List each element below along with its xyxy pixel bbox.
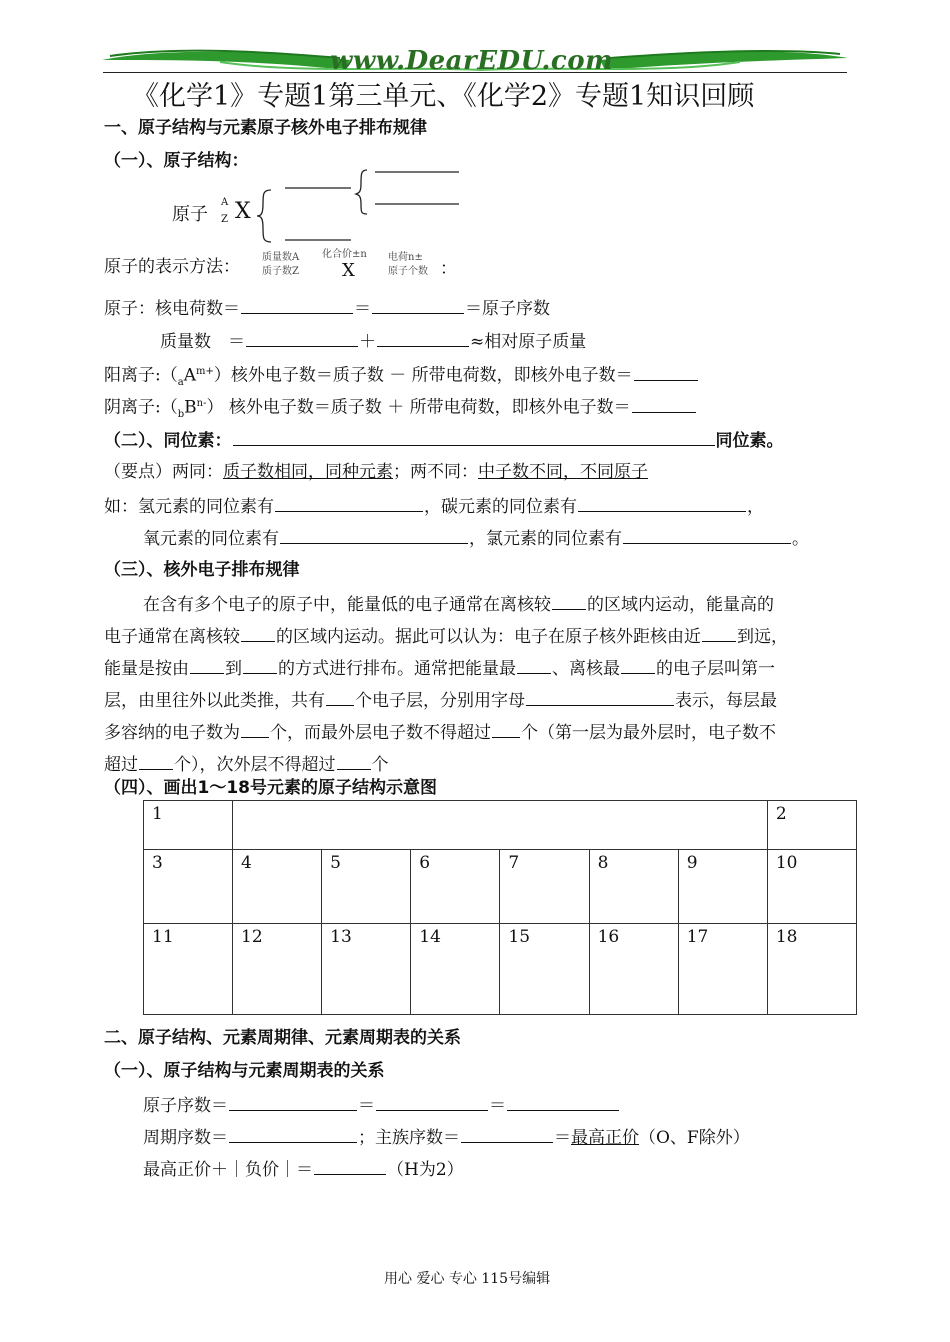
repr-valence-label: 化合价±n bbox=[322, 249, 367, 260]
grid-cell-8[interactable]: 8 bbox=[589, 850, 678, 924]
subheading-atom-diagrams: （四）、画出1～18号元素的原子结构示意图 bbox=[104, 778, 437, 798]
grid-cell-2[interactable]: 2 bbox=[767, 801, 856, 850]
line-cation: 阳离子$:(_aA^{m+})$核外电子数＝质子数 － 所带电荷数，即核外电子数＝ bbox=[104, 361, 699, 394]
atom-mass-number: A bbox=[221, 197, 229, 208]
grid-cell-4[interactable]: 4 bbox=[233, 850, 322, 924]
element-structure-grid bbox=[143, 800, 857, 1015]
grid-cell-15[interactable]: 15 bbox=[500, 924, 589, 1015]
paragraph-line1: 在含有多个电子的原子中，能量低的电子通常在离核较 的区域内运动，能量高的 bbox=[143, 592, 774, 616]
subheading-isotope: （二）、同位素： 同位素。 bbox=[104, 428, 784, 452]
repr-symbol: X bbox=[342, 260, 355, 281]
grid-cell-11[interactable]: 11 bbox=[144, 924, 233, 1015]
section1-heading: 一、原子结构与元素原子核外电子排布规律 bbox=[104, 118, 427, 138]
line-period-number: 周期序数＝ ；主族序数＝ ＝最高正价（O、F除外） bbox=[143, 1125, 750, 1149]
header-rule bbox=[103, 72, 847, 73]
line-nuclear-charge: 原子：核电荷数＝ ＝ ＝原子序数 bbox=[104, 296, 550, 320]
atom-label: 原子 bbox=[172, 204, 208, 225]
repr-count-label: 原子个数 bbox=[388, 266, 428, 277]
line-anion: 阴离子$:(_bB^{n-})$ 核外电子数＝质子数 ＋ 所带电荷数，即核外电子数＝ bbox=[104, 393, 697, 426]
line-mass-number: 质量数 ＝ ＋ ≈相对原子质量 bbox=[160, 329, 586, 353]
grid-cell-3[interactable]: 3 bbox=[144, 850, 233, 924]
isotope-key-points: （要点）两同：质子数相同，同种元素；两不同：中子数不同，不同原子 bbox=[104, 462, 648, 482]
page-footer: 用心 爱心 专心 115号编辑 bbox=[384, 1271, 551, 1287]
subheading-electron-arrangement: （三）、核外电子排布规律 bbox=[104, 560, 300, 580]
atom-symbol: X bbox=[235, 199, 251, 224]
repr-mass-label: 质量数A bbox=[262, 252, 300, 263]
isotope-example-line1: 如：氢元素的同位素有 ，碳元素的同位素有 ， bbox=[104, 494, 764, 518]
atom-brackets bbox=[255, 164, 465, 244]
grid-cell-empty-span bbox=[233, 801, 768, 850]
grid-cell-12[interactable]: 12 bbox=[233, 924, 322, 1015]
section2-heading: 二、原子结构、元素周期律、元素周期表的关系 bbox=[104, 1028, 461, 1048]
isotope-example-line2: 氧元素的同位素有 ，氯元素的同位素有 。 bbox=[143, 526, 809, 550]
atom-proton-number: Z bbox=[221, 214, 228, 225]
paragraph-line4: 层，由里往外以此类推，共有 个电子层，分别用字母 表示，每层最 bbox=[104, 688, 777, 712]
repr-colon: ： bbox=[440, 259, 457, 279]
grid-cell-1[interactable]: 1 bbox=[144, 801, 233, 850]
grid-cell-18[interactable]: 18 bbox=[767, 924, 856, 1015]
representation-label: 原子的表示方法： bbox=[104, 257, 240, 277]
subheading-atom-structure: （一）、原子结构： bbox=[104, 151, 249, 171]
grid-cell-5[interactable]: 5 bbox=[322, 850, 411, 924]
grid-cell-13[interactable]: 13 bbox=[322, 924, 411, 1015]
line-valence-sum: 最高正价＋｜负价｜＝ （H为2） bbox=[143, 1157, 464, 1181]
repr-charge-label: 电荷n± bbox=[388, 252, 423, 263]
line-atomic-number: 原子序数＝ ＝ ＝ bbox=[143, 1093, 620, 1117]
paragraph-line3: 能量是按由 到 的方式进行排布。通常把能量最 、离核最 的电子层叫第一 bbox=[104, 656, 775, 680]
subheading-periodic-relation: （一）、原子结构与元素周期表的关系 bbox=[104, 1061, 385, 1081]
paragraph-line6: 超过 个），次外层不得超过 个 bbox=[104, 752, 389, 776]
grid-cell-14[interactable]: 14 bbox=[411, 924, 500, 1015]
page-title: 《化学1》专题1第三单元、《化学2》专题1知识回顾 bbox=[132, 81, 755, 112]
grid-cell-7[interactable]: 7 bbox=[500, 850, 589, 924]
grid-cell-6[interactable]: 6 bbox=[411, 850, 500, 924]
paragraph-line2: 电子通常在离核较 的区域内运动。据此可以认为：电子在原子核外距核由近 到远， bbox=[104, 624, 788, 648]
grid-cell-17[interactable]: 17 bbox=[678, 924, 767, 1015]
grid-cell-16[interactable]: 16 bbox=[589, 924, 678, 1015]
repr-proton-label: 质子数Z bbox=[262, 266, 299, 277]
grid-cell-9[interactable]: 9 bbox=[678, 850, 767, 924]
logo-text: www.DearEDU.com bbox=[330, 46, 614, 76]
grid-cell-10[interactable]: 10 bbox=[767, 850, 856, 924]
paragraph-line5: 多容纳的电子数为 个，而最外层电子数不得超过 个（第一层为最外层时，电子数不 bbox=[104, 720, 776, 744]
